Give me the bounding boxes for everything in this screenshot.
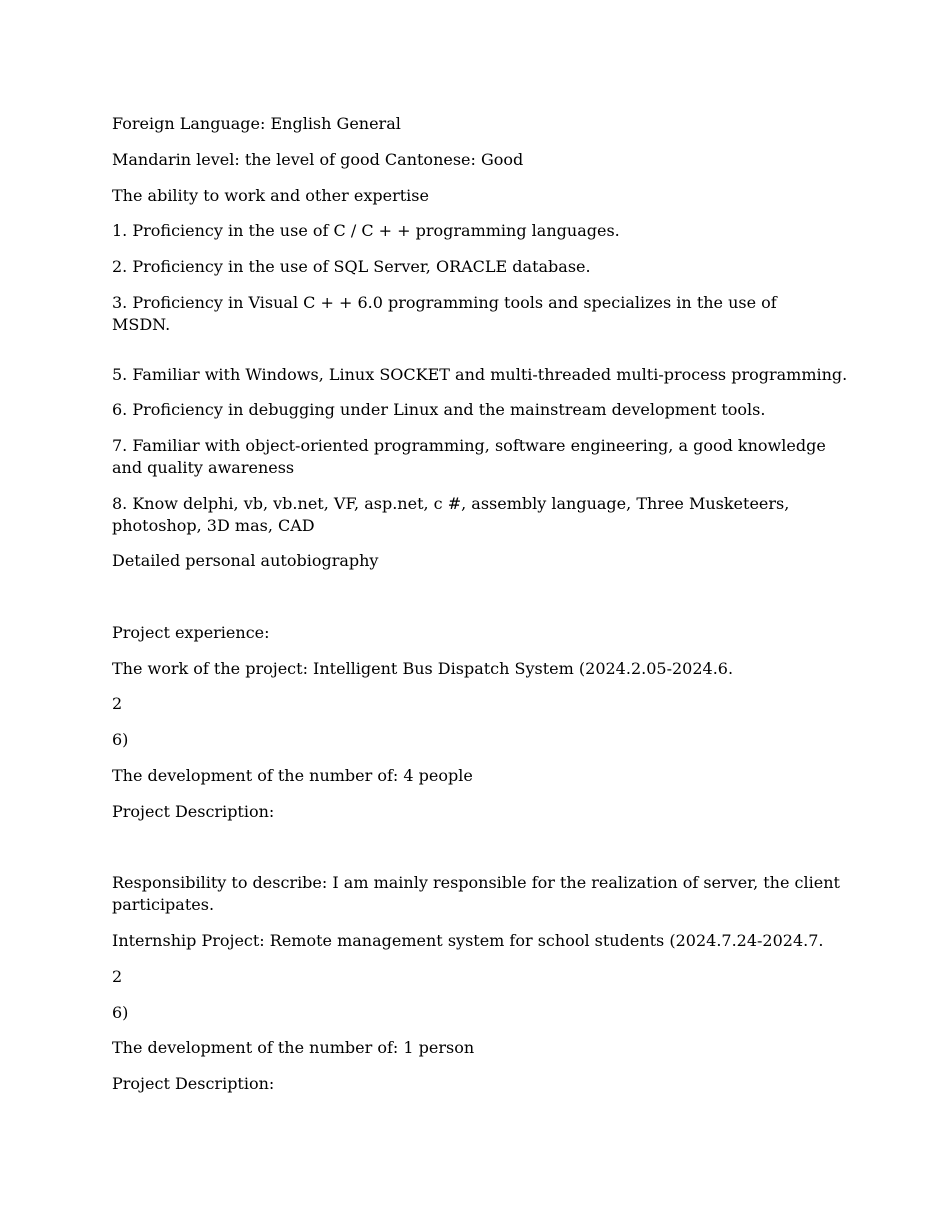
skill-item-5: 5. Familiar with Windows, Linux SOCKET and multi-threaded multi-process programming. [112, 365, 848, 384]
skill-item-6: 6. Proficiency in debugging under Linux and the mainstream development tools. [112, 400, 766, 419]
foreign-language-line: Foreign Language: English General [112, 114, 401, 133]
mandarin-level-line: Mandarin level: the level of good Cantonese: Good [112, 150, 524, 169]
section-heading-project-experience: Project experience: [112, 623, 270, 642]
project-2-title: Internship Project: Remote management system for school students (2024.7.24-2024.7. [112, 931, 824, 950]
project-1-date-fragment-end: 6) [112, 730, 129, 749]
skill-item-3: 3. Proficiency in Visual C + + 6.0 programming tools and specializes in the use of MSDN. [112, 293, 777, 334]
project-1-date-fragment: 2 [112, 694, 123, 713]
project-2-date-fragment: 2 [112, 967, 123, 986]
project-1-team-size: The development of the number of: 4 people [112, 766, 473, 785]
project-1-description-label: Project Description: [112, 802, 275, 821]
skill-item-1: 1. Proficiency in the use of C / C + + programming languages. [112, 221, 620, 240]
project-2-team-size: The development of the number of: 1 person [112, 1038, 475, 1057]
skill-item-2: 2. Proficiency in the use of SQL Server, ORACLE database. [112, 257, 591, 276]
section-heading-autobiography: Detailed personal autobiography [112, 551, 379, 570]
project-1-title: The work of the project: Intelligent Bus Dispatch System (2024.2.05-2024.6. [112, 659, 734, 678]
skill-item-7: 7. Familiar with object-oriented programming, software engineering, a good knowledge and quality awareness [112, 436, 826, 477]
project-1-responsibility: Responsibility to describe: I am mainly responsible for the realization of server, the client participates. [112, 873, 840, 914]
skill-item-8: 8. Know delphi, vb, vb.net, VF, asp.net, c #, assembly language, Three Musketeers, photoshop, 3D mas, CAD [112, 494, 790, 535]
project-2-date-fragment-end: 6) [112, 1003, 129, 1022]
project-2-description-label: Project Description: [112, 1074, 275, 1093]
section-heading-abilities: The ability to work and other expertise [112, 186, 429, 205]
